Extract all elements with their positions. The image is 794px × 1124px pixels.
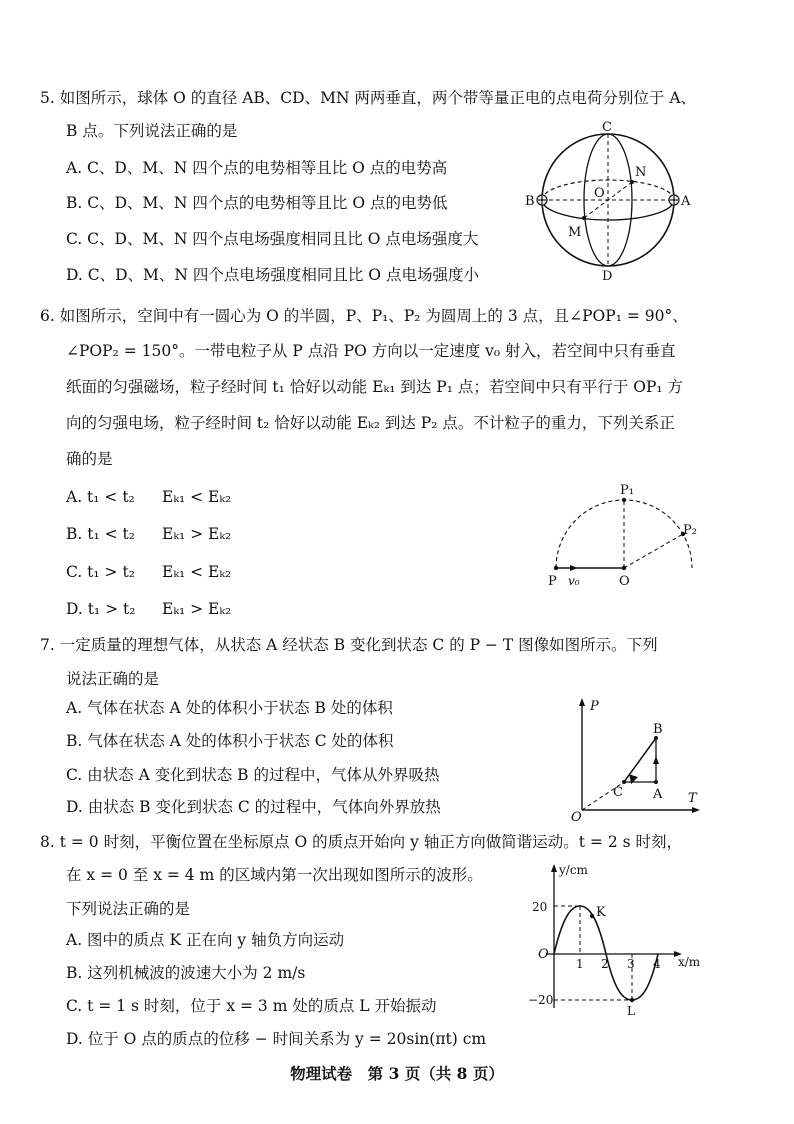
q7-stem-line2: 说法正确的是 — [66, 670, 160, 688]
q6-label-o: O — [619, 574, 630, 589]
q7-origin-o: O — [571, 810, 582, 822]
q6-label-v0: v₀ — [568, 574, 580, 588]
q5-option-b: B. C、D、M、N 四个点的电势相等且比 O 点的电势低 — [66, 194, 448, 212]
q5-label-n: N — [635, 165, 647, 180]
q6-label-p: P — [548, 574, 557, 589]
q5-label-b: B — [525, 194, 535, 209]
q5-label-a: A — [681, 194, 691, 209]
q7-label-a: A — [653, 787, 663, 802]
q7-label-b: B — [653, 722, 663, 737]
q8-stem-line2: 在 x = 0 至 x = 4 m 的区域内第一次出现如图所示的波形。 — [66, 866, 483, 884]
q8-tick-y-neg20: −20 — [528, 993, 554, 1007]
q5-stem-line2: B 点。下列说法正确的是 — [66, 122, 238, 140]
q7-axis-t: T — [688, 791, 697, 806]
q8-option-d: D. 位于 O 点的质点的位移 − 时间关系为 y = 20sin(πt) cm — [66, 1030, 487, 1048]
q8-stem-line1: 8. t = 0 时刻，平衡位置在坐标原点 O 的质点开始向 y 轴正方向做简谐运动。t = 2 s 时刻， — [40, 833, 682, 851]
q5-label-d: D — [602, 269, 613, 283]
q6-semicircle-figure — [540, 480, 710, 590]
q6-stem-line4: 向的匀强电场，粒子经时间 t₂ 恰好以动能 Eₖ₂ 到达 P₂ 点。不计粒子的重力，下列关系正 — [66, 414, 675, 432]
q7-label-c: C — [613, 785, 623, 800]
q7-option-b: B. 气体在状态 A 处的体积小于状态 C 处的体积 — [66, 732, 394, 750]
q8-wave-graph — [528, 858, 708, 1016]
q5-sphere-figure — [520, 118, 700, 283]
q6-option-d-label: D. t₁ > t₂ — [66, 600, 136, 618]
q8-label-k: K — [596, 905, 606, 920]
q6-option-d-energy: Eₖ₁ > Eₖ₂ — [162, 600, 232, 618]
q8-tick-x-2: 2 — [601, 957, 609, 971]
q6-stem-line5: 确的是 — [66, 450, 113, 468]
q5-option-a: A. C、D、M、N 四个点的电势相等且比 O 点的电势高 — [66, 159, 448, 177]
q6-option-c-label: C. t₁ > t₂ — [66, 563, 135, 581]
q8-option-a: A. 图中的质点 K 正在向 y 轴负方向运动 — [66, 931, 345, 949]
q6-option-a-energy: Eₖ₁ < Eₖ₂ — [162, 488, 232, 506]
q8-tick-x-1: 1 — [576, 957, 584, 971]
q6-option-b-energy: Eₖ₁ > Eₖ₂ — [162, 525, 232, 543]
q5-label-m: M — [568, 225, 582, 240]
q6-label-p1: P₁ — [620, 483, 634, 498]
q5-option-d: D. C、D、M、N 四个点电场强度相同且比 O 点电场强度小 — [66, 266, 479, 284]
q7-option-d: D. 由状态 B 变化到状态 C 的过程中，气体向外界放热 — [66, 798, 441, 816]
page-footer: 物理试卷 第 3 页（共 8 页） — [290, 1064, 504, 1083]
q8-stem-line3: 下列说法正确的是 — [66, 900, 191, 918]
q8-axis-y-label: y/cm — [559, 863, 588, 877]
q7-pt-graph — [568, 694, 703, 822]
q6-option-c-energy: Eₖ₁ < Eₖ₂ — [162, 563, 232, 581]
q8-option-b: B. 这列机械波的波速大小为 2 m/s — [66, 964, 306, 982]
q8-option-c: C. t = 1 s 时刻，位于 x = 3 m 处的质点 L 开始振动 — [66, 997, 437, 1015]
q6-stem-line3: 纸面的匀强磁场，粒子经时间 t₁ 恰好以动能 Eₖ₁ 到达 P₁ 点；若空间中只有平行于 OP₁ 方 — [66, 378, 684, 396]
q7-axis-p: P — [590, 699, 599, 714]
q6-label-p2: P₂ — [683, 523, 697, 538]
q5-stem-line1: 5. 如图所示，球体 O 的直径 AB、CD、MN 两两垂直，两个带等量正电的点电荷分别位于 A、 — [40, 89, 697, 107]
q5-option-c: C. C、D、M、N 四个点电场强度相同且比 O 点电场强度大 — [66, 230, 479, 248]
q5-label-o: O — [594, 186, 605, 201]
q8-tick-x-3: 3 — [627, 957, 635, 971]
q8-axis-x-label: x/m — [678, 955, 701, 969]
q8-tick-y-20: 20 — [532, 900, 548, 914]
q7-option-a: A. 气体在状态 A 处的体积小于状态 B 处的体积 — [66, 699, 393, 717]
q8-origin-o: O — [538, 947, 549, 962]
q6-stem-line2: ∠POP₂ = 150°。一带电粒子从 P 点沿 PO 方向以一定速度 v₀ 射入，若空间中只有垂直 — [66, 342, 676, 360]
q5-label-c: C — [602, 120, 612, 135]
q8-tick-x-4: 4 — [653, 957, 661, 971]
q6-option-b-label: B. t₁ < t₂ — [66, 525, 135, 543]
q6-stem-line1: 6. 如图所示，空间中有一圆心为 O 的半圆，P、P₁、P₂ 为圆周上的 3 点，且∠POP₁ = 90°、 — [40, 307, 688, 325]
q7-stem-line1: 7. 一定质量的理想气体，从状态 A 经状态 B 变化到状态 C 的 P − T 图像如图所示。下列 — [40, 636, 658, 654]
q8-label-l: L — [627, 1004, 635, 1016]
q6-option-a-label: A. t₁ < t₂ — [66, 488, 135, 506]
q7-option-c: C. 由状态 A 变化到状态 B 的过程中，气体从外界吸热 — [66, 766, 440, 784]
